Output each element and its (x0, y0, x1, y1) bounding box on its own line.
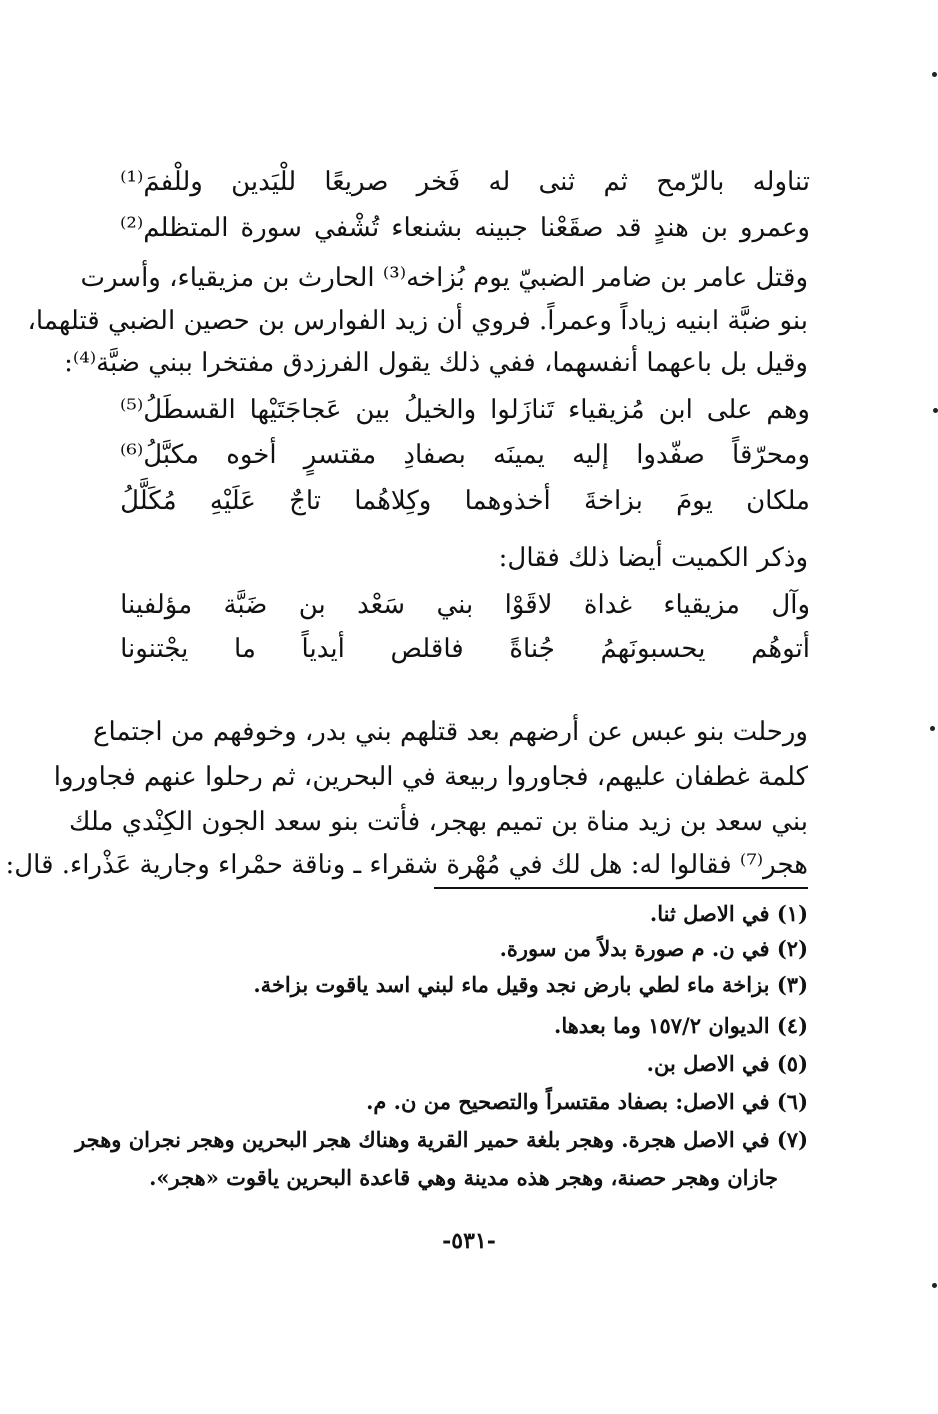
verse-word: تناوله (752, 167, 810, 197)
verse-word: صريعًا (324, 167, 389, 197)
verse-word: أتوهُم (751, 634, 810, 664)
verse-word: والخيلُ (404, 395, 477, 425)
footnote: (٤) الديوان ١٥٧/٢ وما بعدها. (554, 1013, 808, 1038)
verse-word: وهم (766, 395, 810, 425)
margin-speck (932, 1283, 937, 1288)
verse-word: سورة (240, 213, 302, 243)
verse-word: مقتسرٍ (303, 440, 377, 470)
verse-word: بزاخةَ (584, 486, 643, 516)
verse-line (120, 628, 810, 670)
verse-word: بصفادِ (403, 440, 466, 470)
verse-line (120, 434, 810, 476)
verse-word: مُكَلَّلُ (120, 486, 177, 516)
verse-word: تاجٌ (289, 486, 322, 516)
verse-word: فَخر (416, 167, 461, 197)
verse-word: له (488, 167, 511, 197)
footnote: (٦) في الاصل: بصفاد مقتسراً والتصحيح من ن. م. (366, 1089, 808, 1114)
verse-word: بن (298, 590, 326, 620)
verse-word: يجْتنونا (120, 634, 189, 664)
verse-word: لاقَوْا (504, 590, 553, 620)
verse-word: هندٍ (653, 213, 689, 243)
verse-word: للْيَدين (231, 167, 297, 197)
verse-word: غداة (583, 590, 632, 620)
footnote: (٧) في الاصل هجرة. وهجر بلغة حمير القرية وهناك هجر البحرين وهجر نجران وهجر (75, 1127, 808, 1152)
verse-word: المتظلم⁽²⁾ (120, 213, 229, 243)
verse-line (120, 161, 810, 203)
verse-word: إليه (572, 440, 610, 470)
paragraph-line: هجر⁽⁷⁾ فقالوا له: هل لك في مُهْرة شقراء ـ وناقة حمْراء وجارية عَذْراء. قال: (5, 850, 808, 880)
verse-word: أخوه (226, 440, 277, 470)
paragraph-line: ورحلت بنو عبس عن أرضهم بعد قتلهم بني بدر، وخوفهم من اجتماع (93, 717, 808, 747)
verse-word: قد (615, 213, 642, 243)
footnote-continuation: جازان وهجر حصنة، وهجر هذه مدينة وهي قاعدة البحرين ياقوت «هجر». (149, 1165, 778, 1190)
verse-word: يحسبونَهمُ (600, 634, 706, 664)
verse-word: بين (355, 395, 391, 425)
verse-word: ثنى (538, 167, 576, 197)
verse-word: تَنازَلوا (490, 395, 555, 425)
verse-word: سَعْد (357, 590, 406, 620)
verse-word: مزيقياء (663, 590, 740, 620)
margin-speck (930, 726, 935, 731)
footnote: (٢) في ن. م صورة بدلاً من سورة. (499, 936, 808, 961)
paragraph-line: كلمة غطفان عليهم، فجاوروا ربيعة في البحرين، ثم رحلوا عنهم فجاوروا (53, 762, 808, 792)
verse-word: ملكان (746, 486, 810, 516)
verse-word: يومَ (676, 486, 713, 516)
verse-line (120, 389, 810, 431)
verse-word: وللْفمَ⁽¹⁾ (120, 167, 203, 197)
verse-word: وآل (771, 590, 810, 620)
verse-word: وعمرو (739, 213, 810, 243)
verse-word: على (706, 395, 753, 425)
verse-word: وكِلاهُما (354, 486, 432, 516)
verse-line (120, 207, 810, 249)
verse-word: بني (436, 590, 474, 620)
paragraph-line: وقتل عامر بن ضامر الضبيّ يوم بُزاخه⁽³⁾ الحارث بن مزيقياء، وأسرت (80, 263, 808, 293)
paragraph-line: بني سعد بن زيد مناة بن تميم بهجر، فأتت بنو سعد الجون الكِنْدي ملك (69, 807, 808, 837)
verse-word: عَجاجَتَيْها (249, 395, 342, 425)
verse-word: أيدياً (301, 634, 345, 664)
footnote: (١) في الاصل ثنا. (649, 901, 808, 926)
verse-word: عَلَيْهِ (209, 486, 256, 516)
verse-word: بالرّمح (656, 167, 725, 197)
verse-word: ابن (658, 395, 693, 425)
verse-word: فاقلص (390, 634, 464, 664)
verse-word: ما (234, 634, 256, 664)
verse-word: ومحرّقاً (732, 440, 810, 470)
verse-word: ضَبَّة (223, 590, 268, 620)
verse-word: القسطَلُ⁽⁵⁾ (120, 395, 236, 425)
verse-word: جبينه (474, 213, 528, 243)
verse-word: مكبَّلُ⁽⁶⁾ (120, 440, 200, 470)
paragraph-line: وقيل بل باعهما أنفسهما، ففي ذلك يقول الفرزدق مفتخرا ببني ضبَّة⁽⁴⁾: (64, 348, 808, 378)
verse-line (120, 480, 810, 522)
footnote: (٣) بزاخة ماء لطي بارض نجد وقيل ماء لبني اسد ياقوت بزاخة. (253, 972, 808, 997)
verse-word: جُناةً (509, 634, 555, 664)
verse-word: بشنعاء (391, 213, 463, 243)
margin-speck (932, 72, 937, 77)
margin-speck (933, 408, 938, 413)
paragraph-line: بنو ضبَّة ابنيه زياداً وعمراً. فروي أن زيد الفوارس بن حصين الضبي قتلهما، (27, 306, 808, 336)
verse-word: يمينَه (493, 440, 545, 470)
verse-word: تُشْفي (313, 213, 380, 243)
verse-word: صقَعْنا (539, 213, 604, 243)
page-number: -٥٣١- (442, 1228, 496, 1254)
verse-line (120, 584, 810, 626)
kumait-intro: وذكر الكميت أيضا ذلك فقال: (498, 543, 808, 573)
footnote-separator (434, 887, 808, 889)
verse-word: ثم (603, 167, 629, 197)
verse-word: مُزيقياء (568, 395, 645, 425)
verse-word: بن (700, 213, 728, 243)
footnote: (٥) في الاصل بن. (646, 1051, 808, 1076)
verse-word: مؤلفينا (120, 590, 193, 620)
verse-word: أخذوهما (464, 486, 551, 516)
verse-word: صفّدوا (636, 440, 705, 470)
